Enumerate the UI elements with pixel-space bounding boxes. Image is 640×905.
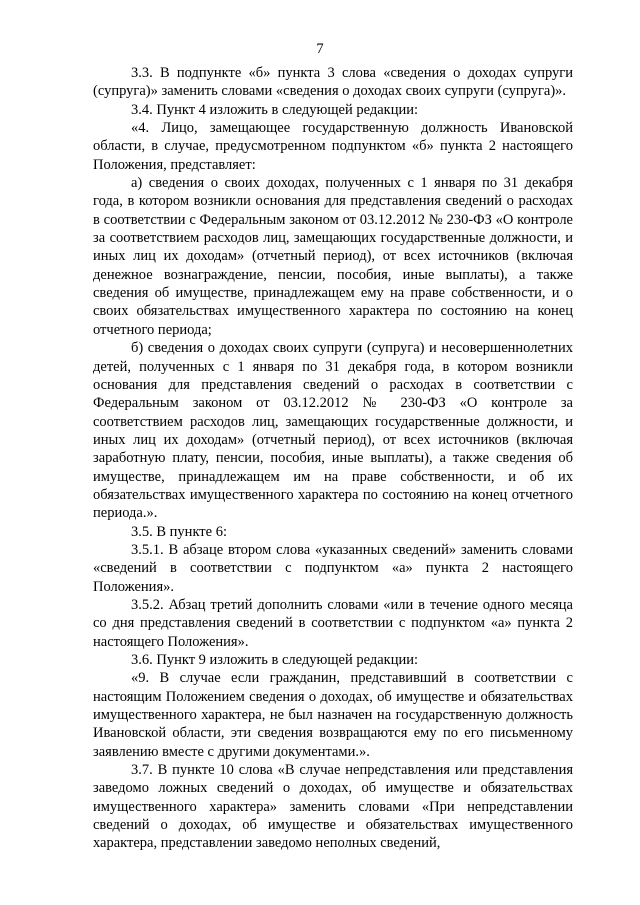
page-number: 7 <box>316 41 324 57</box>
paragraph-3-6: 3.6. Пункт 9 изложить в следующей редакции: <box>131 652 419 668</box>
paragraph-3-4: 3.4. Пункт 4 изложить в следующей редакции: <box>131 101 419 118</box>
paragraph-3-5: 3.5. В пункте 6: <box>131 523 227 540</box>
paragraph-4-a: а) сведения о своих доходах, полученных с 1 января по 31 декабря года, в котором возникли основания для представления сведений о расходах в соответствии с Федеральным законом от 03.12.2012 № 230-ФЗ «О контроле за соответствием расходов лиц, замещающих государственные должности, и иных лиц их доходам» (отчетный период), от всех источников (включая денежное вознаграждение, пенсии, пособия, иные выплаты), а также сведения об имуществе, принадлежащем ему на праве собственности, и о своих обязательствах имущественного характера по состоянию на конец отчетного периода; <box>93 175 573 338</box>
paragraph-9-text: «9. В случае если гражданин, представивший в соответствии с настоящим Положением сведения о доходах, об имуществе и обязательствах имущественного характера, не был назначен на государственную должность Ивановской области, эти сведения возвращаются ему по его письменному заявлению вместе с другими документами.». <box>93 670 573 760</box>
paragraph-4-b: б) сведения о доходах своих супруги (супруга) и несовершеннолетних детей, полученных с 1 января по 31 декабря года, в котором возникли основания для представления сведений о расходах в соответствии с Федеральным законом от 03.12.2012 № 230-ФЗ «О контроле за соответствием расходов лиц, замещающих государственные должности, и иных лиц их доходам» (отчетный период), от всех источников (включая заработную плату, пенсии, пособия, иные выплаты), а также сведения об имуществе, принадлежащем им на праве собственности, и об их обязательствах имущественного характера по состоянию на конец отчетного периода.». <box>93 340 573 522</box>
paragraph-3-5-1: 3.5.1. В абзаце втором слова «указанных сведений» заменить словами «сведений в соответствии с подпунктом «а» пункта 2 настоящего Положения». <box>93 541 573 595</box>
paragraph-3-3: 3.3. В подпункте «б» пункта 3 слова «сведения о доходах супруги (супруга)» заменить словами «сведения о доходах своих супруги (супруга)». <box>93 65 573 100</box>
paragraph-3-5-2: 3.5.2. Абзац третий дополнить словами «или в течение одного месяца со дня представления сведений в соответствии с подпунктом «а» пункта 2 настоящего Положения». <box>93 596 573 650</box>
document-body <box>93 64 573 853</box>
paragraph-3-7: 3.7. В пункте 10 слова «В случае непредставления или представления заведомо ложных сведений о доходах, об имуществе и обязательствах имущественного характера» заменить словами «При непредставлении сведений о доходах, об имуществе и обязательствах имущественного характера, представлении заведомо неполных сведений, <box>93 762 573 852</box>
paragraph-4-intro: «4. Лицо, замещающее государственную должность Ивановской области, в случае, предусмотренном подпунктом «б» пункта 2 настоящего Положения, представляет: <box>93 120 573 173</box>
